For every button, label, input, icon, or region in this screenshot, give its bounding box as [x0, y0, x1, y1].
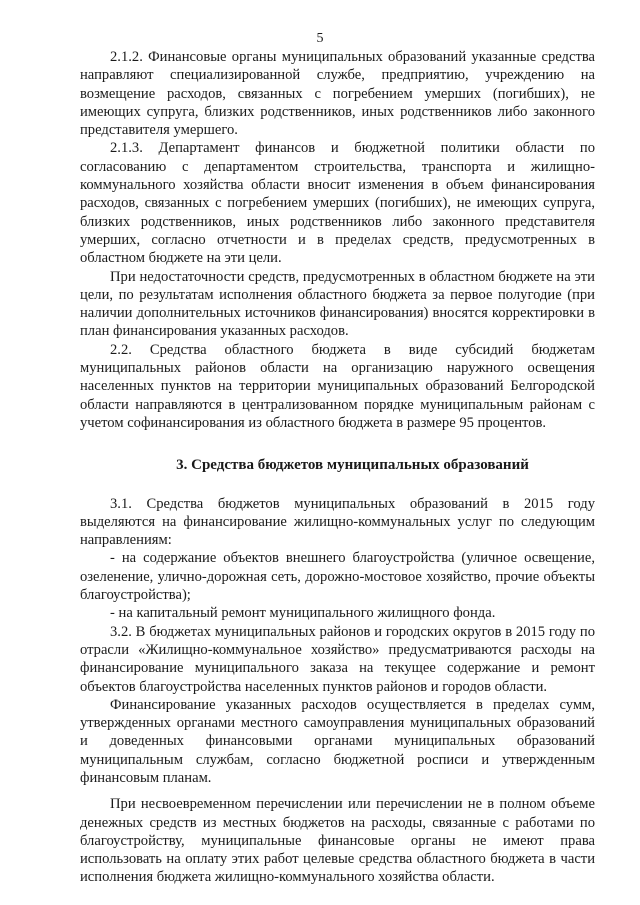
section-heading: 3. Средства бюджетов муниципальных образований: [176, 457, 529, 474]
paragraph-3-1: 3.1. Средства бюджетов муниципальных образований в 2015 году выделяются на финансирование жилищно-коммунальных услуг по следующим направлениям:: [80, 495, 595, 549]
paragraph-financing: Финансирование указанных расходов осуществляется в пределах сумм, утвержденных органами местного самоуправления муниципальных образований и доведенных финансовыми органами муниципальных образований муниципальным службам, согласно бюджетной росписи и утвержденным финансовым планам.: [80, 696, 595, 786]
list-item-capital-repair: - на капитальный ремонт муниципального жилищного фонда.: [110, 605, 496, 622]
paragraph-3-2: 3.2. В бюджетах муниципальных районов и городских округов в 2015 году по отрасли «Жилищно-коммунальное хозяйство» предусматриваются расходы на финансирование муниципального заказа на текущее содержание и ремонт объектов благоустройства населенных пунктов районов и городов области.: [80, 623, 595, 695]
paragraph-2-1-3: 2.1.3. Департамент финансов и бюджетной политики области по согласованию с департаментом строительства, транспорта и жилищно-коммунального хозяйства области вносит изменения в объем финансирования расходов, связанных с погребением умерших (погибших), не имеющих супруга, близких родственников, иных родственников либо законного представителя умерших, согласно отчетности и в пределах средств, предусмотренных в областном бюджете на эти цели.: [80, 140, 595, 267]
paragraph-insufficient-funds: При недостаточности средств, предусмотренных в областном бюджете на эти цели, по результатам исполнения областного бюджета за первое полугодие (при наличии дополнительных источников финансирования) вносятся корректировки в план финансирования указанных расходов.: [80, 268, 595, 340]
paragraph-2-1-2: 2.1.2. Финансовые органы муниципальных образований указанные средства направляют специализированной службе, предприятию, учреждению на возмещение расходов, связанных с погребением умерших (погибших), не имеющих супруга, близких родственников, иных родственников либо законного представителя умершего.: [80, 49, 595, 139]
paragraph-2-2: 2.2. Средства областного бюджета в виде субсидий бюджетам муниципальных районов области на организацию наружного освещения населенных пунктов на территории муниципальных образований Белгородской области направляются в централизованном порядке муниципальным районам с учетом софинансирования из областного бюджета в размере 95 процентов.: [80, 341, 595, 431]
paragraph-late-transfer: При несвоевременном перечислении или перечислении не в полном объеме денежных средств из местных бюджетов на расходы, связанные с работами по благоустройству, муниципальные финансовые органы не имеют права использовать на оплату этих работ целевые средства областного бюджета в части исполнения бюджета жилищно-коммунального хозяйства области.: [80, 796, 595, 886]
list-item-improvement-objects: - на содержание объектов внешнего благоустройства (уличное освещение, озеленение, улично-дорожная сеть, дорожно-мостовое хозяйство, прочие объекты благоустройства);: [80, 550, 595, 604]
document-body: [80, 48, 595, 887]
page-number: 5: [316, 31, 324, 46]
